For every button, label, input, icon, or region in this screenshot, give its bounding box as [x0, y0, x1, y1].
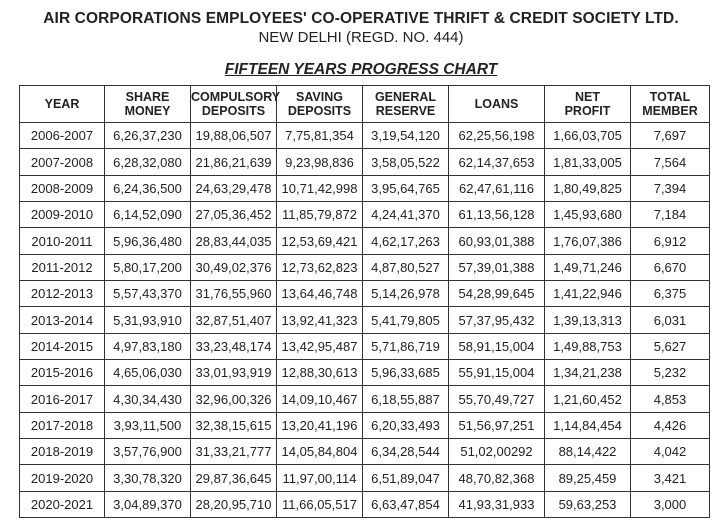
table-row [20, 491, 710, 517]
value-cell: 24,63,29,478 [191, 175, 277, 201]
column-header: SAVING DEPOSITS [277, 86, 363, 123]
value-cell: 4,426 [631, 412, 710, 438]
society-name: AIR CORPORATIONS EMPLOYEES' CO-OPERATIVE THRIFT & CREDIT SOCIETY LTD. [43, 10, 679, 27]
value-cell: 7,184 [631, 202, 710, 228]
value-cell: 60,93,01,388 [449, 228, 545, 254]
value-cell: 55,70,49,727 [449, 386, 545, 412]
value-cell: 1,21,60,452 [545, 386, 631, 412]
value-cell: 51,02,00292 [449, 439, 545, 465]
value-cell: 62,47,61,116 [449, 175, 545, 201]
value-cell: 11,97,00,114 [277, 465, 363, 491]
year-cell: 2017-2018 [20, 412, 105, 438]
value-cell: 59,63,253 [545, 491, 631, 517]
table-row [20, 465, 710, 491]
value-cell: 3,58,05,522 [363, 149, 449, 175]
value-cell: 61,13,56,128 [449, 202, 545, 228]
value-cell: 6,51,89,047 [363, 465, 449, 491]
value-cell: 3,000 [631, 491, 710, 517]
value-cell: 32,87,51,407 [191, 307, 277, 333]
column-header: GENERAL RESERVE [363, 86, 449, 123]
value-cell: 5,71,86,719 [363, 333, 449, 359]
value-cell: 5,96,36,480 [105, 228, 191, 254]
value-cell: 32,38,15,615 [191, 412, 277, 438]
value-cell: 4,65,06,030 [105, 360, 191, 386]
value-cell: 5,80,17,200 [105, 254, 191, 280]
value-cell: 1,39,13,313 [545, 307, 631, 333]
table-row [20, 149, 710, 175]
table-row [20, 123, 710, 149]
value-cell: 6,34,28,544 [363, 439, 449, 465]
value-cell: 6,14,52,090 [105, 202, 191, 228]
value-cell: 1,76,07,386 [545, 228, 631, 254]
value-cell: 1,66,03,705 [545, 123, 631, 149]
year-cell: 2015-2016 [20, 360, 105, 386]
value-cell: 3,421 [631, 465, 710, 491]
year-cell: 2008-2009 [20, 175, 105, 201]
document-header [0, 0, 722, 79]
table-row [20, 254, 710, 280]
value-cell: 3,57,76,900 [105, 439, 191, 465]
value-cell: 4,87,80,527 [363, 254, 449, 280]
year-cell: 2016-2017 [20, 386, 105, 412]
value-cell: 62,25,56,198 [449, 123, 545, 149]
value-cell: 1,49,88,753 [545, 333, 631, 359]
value-cell: 13,20,41,196 [277, 412, 363, 438]
year-cell: 2011-2012 [20, 254, 105, 280]
value-cell: 3,30,78,320 [105, 465, 191, 491]
value-cell: 12,53,69,421 [277, 228, 363, 254]
year-cell: 2013-2014 [20, 307, 105, 333]
column-header: TOTAL MEMBER [631, 86, 710, 123]
value-cell: 28,83,44,035 [191, 228, 277, 254]
value-cell: 13,42,95,487 [277, 333, 363, 359]
value-cell: 6,28,32,080 [105, 149, 191, 175]
table-row [20, 281, 710, 307]
year-cell: 2007-2008 [20, 149, 105, 175]
table-header-row [20, 86, 710, 123]
value-cell: 55,91,15,004 [449, 360, 545, 386]
table-row [20, 307, 710, 333]
value-cell: 12,73,62,823 [277, 254, 363, 280]
value-cell: 6,912 [631, 228, 710, 254]
value-cell: 6,26,37,230 [105, 123, 191, 149]
year-cell: 2006-2007 [20, 123, 105, 149]
value-cell: 4,97,83,180 [105, 333, 191, 359]
year-cell: 2014-2015 [20, 333, 105, 359]
value-cell: 58,91,15,004 [449, 333, 545, 359]
chart-title: FIFTEEN YEARS PROGRESS CHART [224, 61, 498, 78]
value-cell: 1,49,71,246 [545, 254, 631, 280]
value-cell: 11,85,79,872 [277, 202, 363, 228]
value-cell: 4,24,41,370 [363, 202, 449, 228]
value-cell: 62,14,37,653 [449, 149, 545, 175]
value-cell: 4,042 [631, 439, 710, 465]
table-body [20, 123, 710, 518]
table-row [20, 412, 710, 438]
value-cell: 31,33,21,777 [191, 439, 277, 465]
value-cell: 30,49,02,376 [191, 254, 277, 280]
value-cell: 5,96,33,685 [363, 360, 449, 386]
value-cell: 4,62,17,263 [363, 228, 449, 254]
table-row [20, 360, 710, 386]
value-cell: 11,66,05,517 [277, 491, 363, 517]
column-header: SHARE MONEY [105, 86, 191, 123]
value-cell: 51,56,97,251 [449, 412, 545, 438]
value-cell: 7,564 [631, 149, 710, 175]
year-cell: 2019-2020 [20, 465, 105, 491]
value-cell: 14,05,84,804 [277, 439, 363, 465]
value-cell: 3,95,64,765 [363, 175, 449, 201]
value-cell: 89,25,459 [545, 465, 631, 491]
value-cell: 3,19,54,120 [363, 123, 449, 149]
value-cell: 12,88,30,613 [277, 360, 363, 386]
year-cell: 2020-2021 [20, 491, 105, 517]
year-cell: 2018-2019 [20, 439, 105, 465]
value-cell: 5,14,26,978 [363, 281, 449, 307]
value-cell: 31,76,55,960 [191, 281, 277, 307]
value-cell: 1,41,22,946 [545, 281, 631, 307]
value-cell: 19,88,06,507 [191, 123, 277, 149]
value-cell: 5,232 [631, 360, 710, 386]
value-cell: 4,853 [631, 386, 710, 412]
value-cell: 1,45,93,680 [545, 202, 631, 228]
value-cell: 13,64,46,748 [277, 281, 363, 307]
table-row [20, 175, 710, 201]
value-cell: 5,41,79,805 [363, 307, 449, 333]
table-row [20, 439, 710, 465]
value-cell: 7,75,81,354 [277, 123, 363, 149]
value-cell: 5,31,93,910 [105, 307, 191, 333]
value-cell: 1,80,49,825 [545, 175, 631, 201]
value-cell: 3,04,89,370 [105, 491, 191, 517]
value-cell: 6,20,33,493 [363, 412, 449, 438]
value-cell: 27,05,36,452 [191, 202, 277, 228]
value-cell: 7,697 [631, 123, 710, 149]
value-cell: 6,63,47,854 [363, 491, 449, 517]
table-row [20, 228, 710, 254]
column-header: YEAR [20, 86, 105, 123]
column-header: LOANS [449, 86, 545, 123]
table-row [20, 202, 710, 228]
table-row [20, 333, 710, 359]
value-cell: 21,86,21,639 [191, 149, 277, 175]
value-cell: 10,71,42,998 [277, 175, 363, 201]
value-cell: 6,375 [631, 281, 710, 307]
value-cell: 33,01,93,919 [191, 360, 277, 386]
value-cell: 32,96,00,326 [191, 386, 277, 412]
value-cell: 9,23,98,836 [277, 149, 363, 175]
value-cell: 48,70,82,368 [449, 465, 545, 491]
value-cell: 57,37,95,432 [449, 307, 545, 333]
table-row [20, 386, 710, 412]
year-cell: 2009-2010 [20, 202, 105, 228]
value-cell: 6,670 [631, 254, 710, 280]
value-cell: 29,87,36,645 [191, 465, 277, 491]
value-cell: 54,28,99,645 [449, 281, 545, 307]
value-cell: 6,18,55,887 [363, 386, 449, 412]
value-cell: 5,57,43,370 [105, 281, 191, 307]
value-cell: 1,81,33,005 [545, 149, 631, 175]
value-cell: 28,20,95,710 [191, 491, 277, 517]
value-cell: 33,23,48,174 [191, 333, 277, 359]
value-cell: 14,09,10,467 [277, 386, 363, 412]
year-cell: 2010-2011 [20, 228, 105, 254]
value-cell: 3,93,11,500 [105, 412, 191, 438]
value-cell: 1,34,21,238 [545, 360, 631, 386]
value-cell: 6,031 [631, 307, 710, 333]
value-cell: 7,394 [631, 175, 710, 201]
value-cell: 4,30,34,430 [105, 386, 191, 412]
value-cell: 6,24,36,500 [105, 175, 191, 201]
society-location-registration: NEW DELHI (REGD. NO. 444) [258, 29, 464, 46]
column-header: NET PROFIT [545, 86, 631, 123]
value-cell: 5,627 [631, 333, 710, 359]
value-cell: 41,93,31,933 [449, 491, 545, 517]
year-cell: 2012-2013 [20, 281, 105, 307]
value-cell: 1,14,84,454 [545, 412, 631, 438]
value-cell: 88,14,422 [545, 439, 631, 465]
value-cell: 57,39,01,388 [449, 254, 545, 280]
value-cell: 13,92,41,323 [277, 307, 363, 333]
progress-table [19, 85, 710, 518]
column-header: COMPULSORY DEPOSITS [191, 86, 277, 123]
